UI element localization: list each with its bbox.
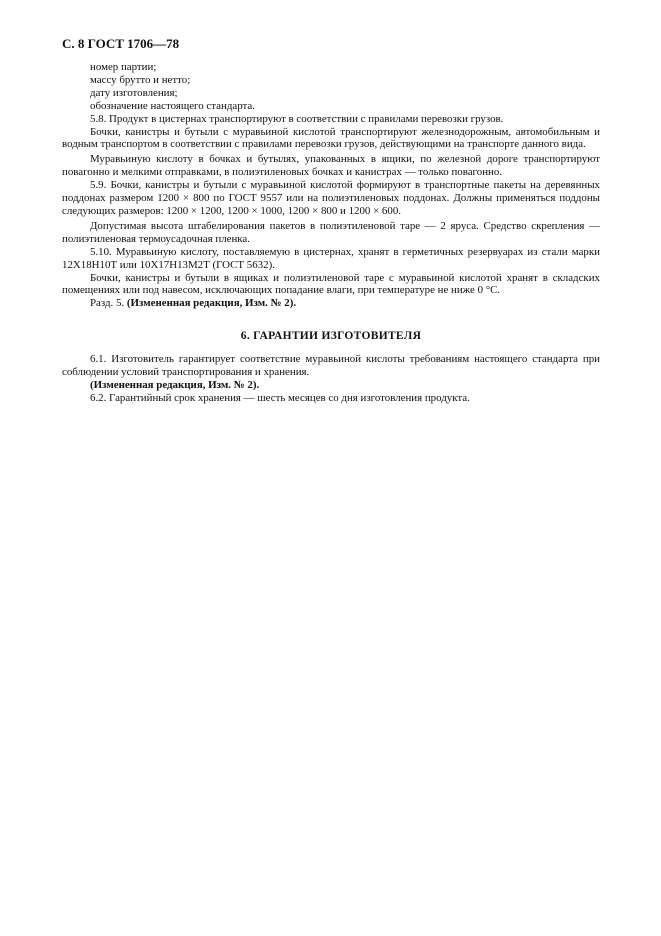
document-body: [62, 61, 600, 405]
list-item: дату изготовления;: [90, 86, 178, 99]
paragraph-5-8: 5.8. Продукт в цистернах транспортируют в соответствии с правилами перевозки грузов.: [90, 112, 504, 125]
paragraph-5-8-rail: Муравьиную кислоту в бочках и бутылях, упакованных в ящики, по железной дороге транспортируют повагонно и мелкими отправками, в полиэтиленовых бочках и канистрах — только повагонно.: [62, 153, 600, 179]
amendment-note: (Измененная редакция, Изм. № 2).: [126, 297, 297, 310]
section-5-amendment: [62, 297, 600, 310]
paragraph-5-10-storage: Бочки, канистры и бутыли в ящиках и полиэтиленовой таре с муравьиной кислотой хранят в складских помещениях или под навесом, исключающих попадание влаги, при температуре не ниже 0 °С.: [62, 271, 600, 297]
paragraph-5-8-transport: Бочки, канистры и бутыли с муравьиной кислотой транспортируют железнодорожным, автомобильным и водным транспортом в соответствии с правилами перевозки грузов, действующими на транспорте данного вида.: [62, 125, 600, 151]
amendment-prefix: Разд. 5.: [90, 297, 125, 310]
section-6-title: 6. ГАРАНТИИ ИЗГОТОВИТЕЛЯ: [240, 330, 422, 343]
list-item: обозначение настоящего стандарта.: [90, 99, 255, 112]
paragraph-5-9-stacking: Допустимая высота штабелирования пакетов в полиэтиленовой таре — 2 яруса. Средство скрепления — полиэтиленовая термоусадочная пленка.: [62, 219, 600, 245]
paragraph-5-9: 5.9. Бочки, канистры и бутыли с муравьиной кислотой формируют в транспортные пакеты на деревянных поддонах размером 1200 × 800 по ГОСТ 9557 или на полиэтиленовых поддонах. Должны применяться поддоны следующих размеров: 1200 × 1200, 1200 × 1000, 1200 × 800 и 1200 × 600.: [62, 179, 600, 217]
list-item: номер партии;: [90, 61, 157, 73]
paragraph-6-1-amendment: (Измененная редакция, Изм. № 2).: [90, 378, 260, 391]
list-item: массу брутто и нетто;: [90, 73, 191, 86]
paragraph-6-1: 6.1. Изготовитель гарантирует соответствие муравьиной кислоты требованиям настоящего стандарта при соблюдении условий транспортирования и хранения.: [62, 353, 600, 379]
paragraph-6-2: 6.2. Гарантийный срок хранения — шесть месяцев со дня изготовления продукта.: [90, 391, 470, 404]
page-header: С. 8 ГОСТ 1706—78: [62, 36, 180, 51]
paragraph-5-10: 5.10. Муравьиную кислоту, поставляемую в цистернах, хранят в герметичных резервуарах из стали марки 12Х18Н10Т или 10Х17Н13М2Т (ГОСТ 5632).: [62, 245, 600, 271]
